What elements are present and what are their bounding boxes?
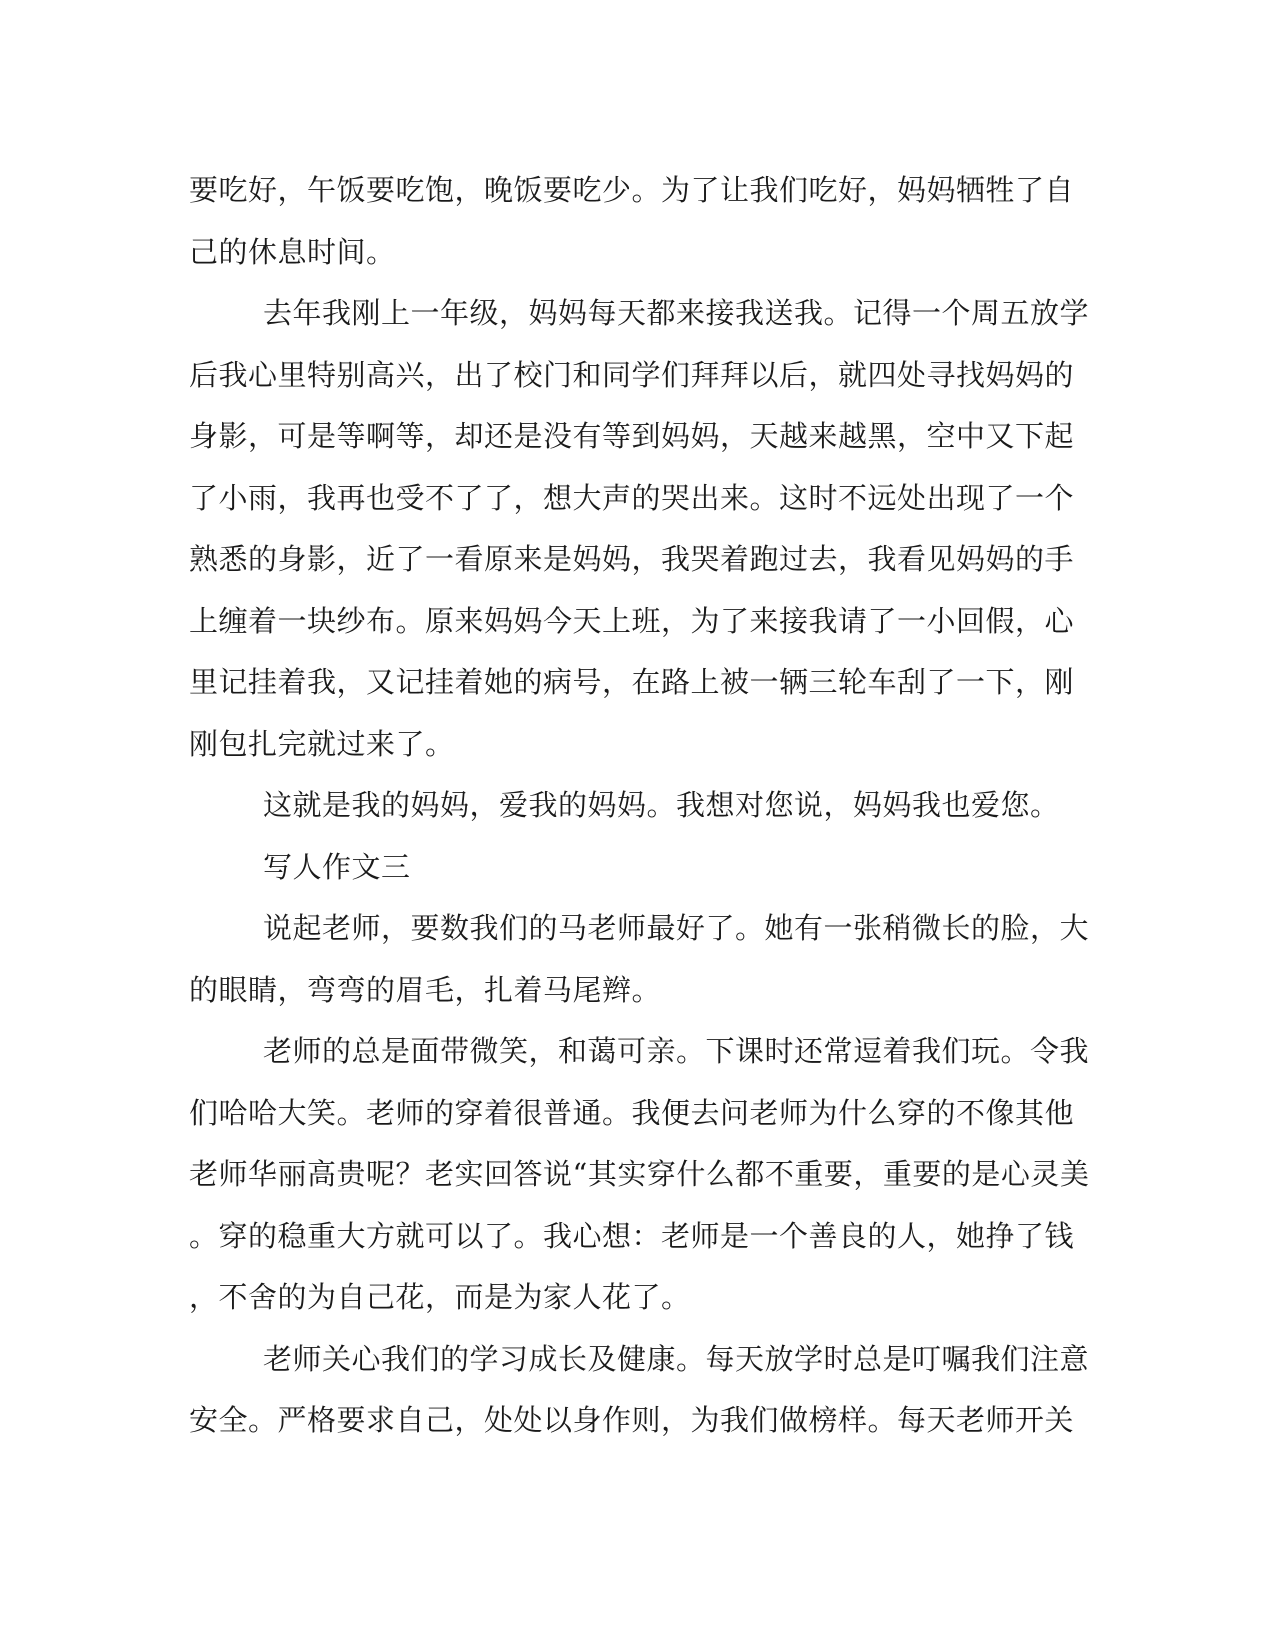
text-line: 这就是我的妈妈，爱我的妈妈。我想对您说，妈妈我也爱您。 xyxy=(263,788,1060,822)
text-line: 安全。严格要求自己，处处以身作则，为我们做榜样。每天老师开关 xyxy=(189,1403,1075,1437)
text-line: 说起老师，要数我们的马老师最好了。她有一张稍微长的脸，大 xyxy=(263,911,1090,945)
text-line: 老师关心我们的学习成长及健康。每天放学时总是叮嘱我们注意 xyxy=(263,1341,1090,1376)
text-line: 刚包扎完就过来了。 xyxy=(189,726,455,761)
text-line: 己的休息时间。 xyxy=(189,234,396,269)
text-line: 上缠着一块纱布。原来妈妈今天上班，为了来接我请了一小回假，心 xyxy=(189,603,1075,638)
text-line: 身影，可是等啊等，却还是没有等到妈妈，天越来越黑，空中又下起 xyxy=(189,419,1075,453)
text-line: 。穿的稳重大方就可以了。我心想：老师是一个善良的人，她挣了钱 xyxy=(189,1218,1075,1253)
text-line: 后我心里特别高兴，出了校门和同学们拜拜以后，就四处寻找妈妈的 xyxy=(189,357,1075,392)
text-line: 写人作文三 xyxy=(263,849,411,884)
text-line: 里记挂着我，又记挂着她的病号，在路上被一辆三轮车刮了一下，刚 xyxy=(189,665,1075,699)
text-line: 老师的总是面带微笑，和蔼可亲。下课时还常逗着我们玩。令我 xyxy=(263,1034,1090,1068)
text-line: 们哈哈大笑。老师的穿着很普通。我便去问老师为什么穿的不像其他 xyxy=(189,1095,1075,1130)
text-line: 去年我刚上一年级，妈妈每天都来接我送我。记得一个周五放学 xyxy=(263,296,1090,330)
document-body xyxy=(189,160,1090,1452)
text-line: 熟悉的身影，近了一看原来是妈妈，我哭着跑过去，我看见妈妈的手 xyxy=(189,542,1075,576)
text-line: 了小雨，我再也受不了了，想大声的哭出来。这时不远处出现了一个 xyxy=(189,480,1075,515)
text-line: 要吃好，午饭要吃饱，晚饭要吃少。为了让我们吃好，妈妈牺牲了自 xyxy=(189,173,1075,207)
text-line: 老师华丽高贵呢？老实回答说“其实穿什么都不重要，重要的是心灵美 xyxy=(189,1157,1090,1191)
text-line: 的眼睛，弯弯的眉毛，扎着马尾辫。 xyxy=(189,972,662,1007)
text-line: ，不舍的为自己花，而是为家人花了。 xyxy=(189,1280,691,1314)
